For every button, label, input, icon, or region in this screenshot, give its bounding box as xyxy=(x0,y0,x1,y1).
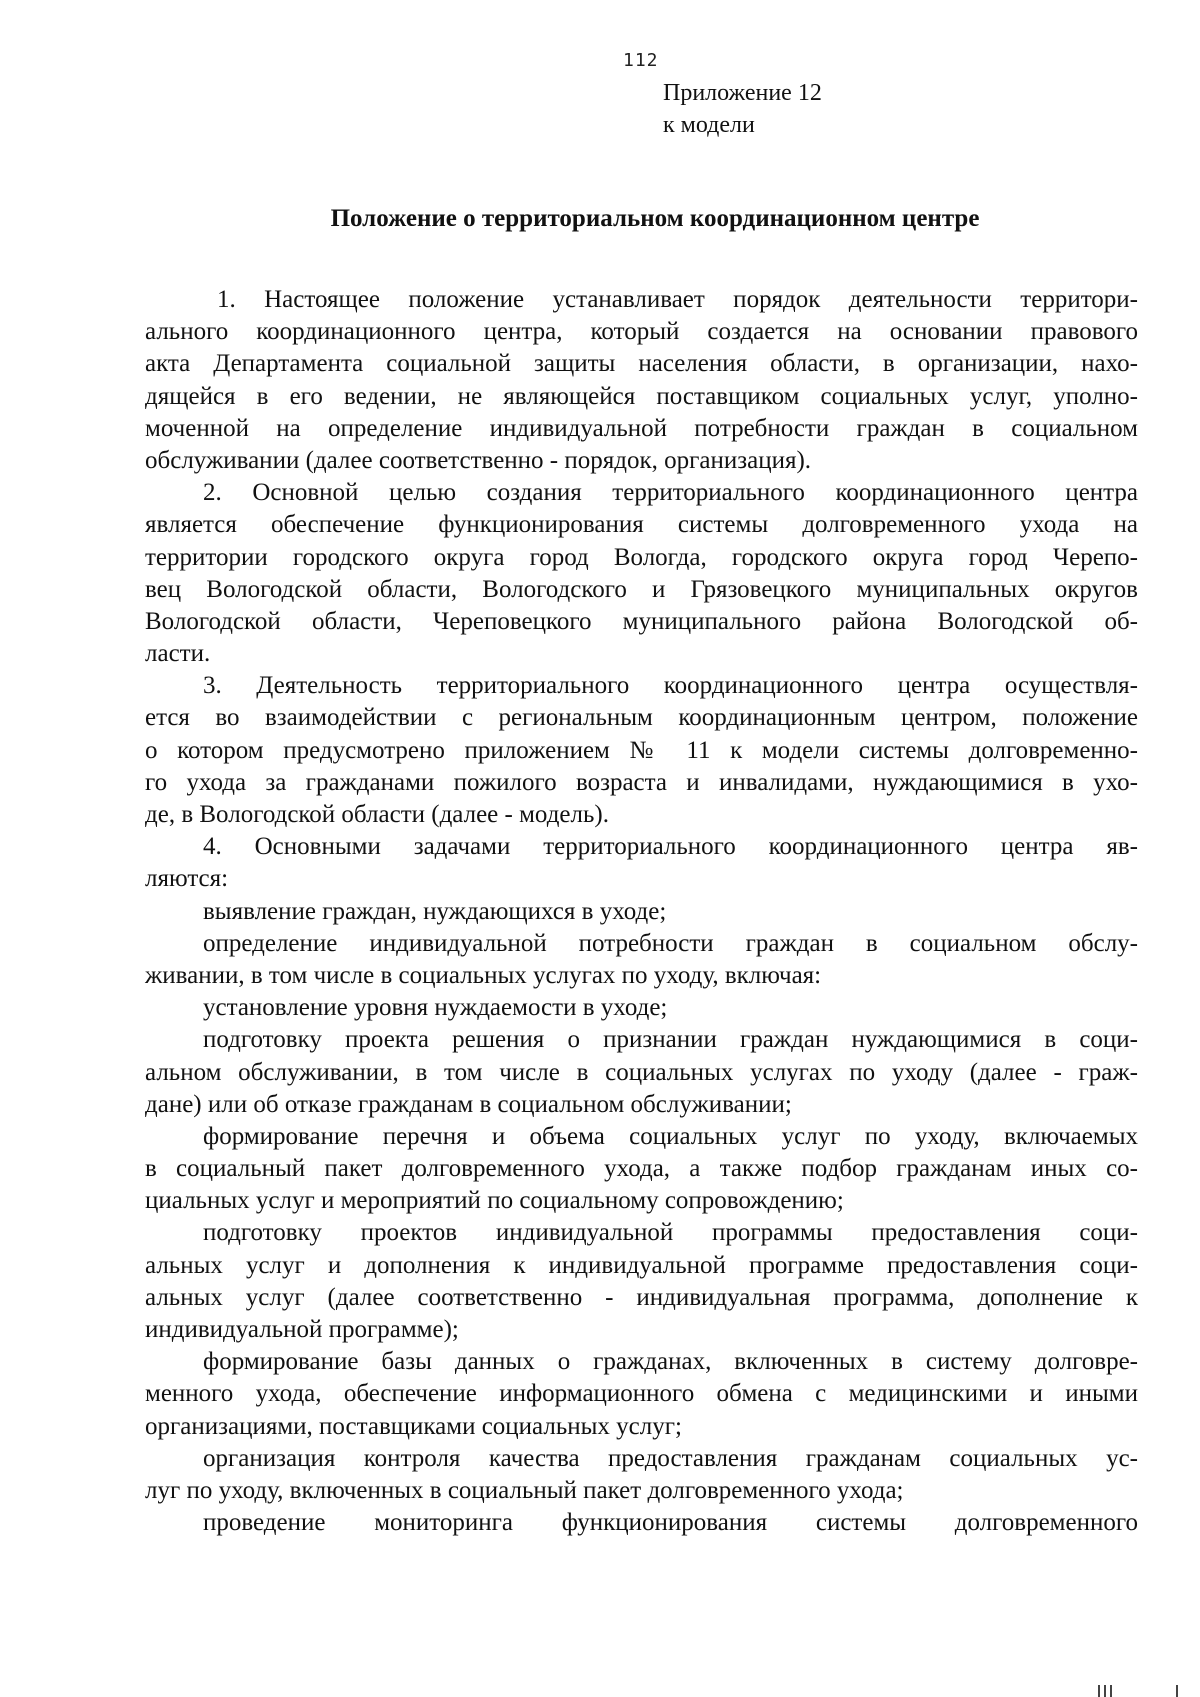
paragraph xyxy=(145,1024,1138,1121)
text-line: проведение мониторинга функционирования системы долговременного xyxy=(203,1509,1138,1537)
text-line: подготовку проекта решения о признании граждан нуждающимися в соци- xyxy=(203,1026,1138,1054)
appendix-line-2: к модели xyxy=(663,112,755,138)
text-line: моченной на определение индивидуальной потребности граждан в социальном xyxy=(145,414,1138,442)
text-line: Вологодской области, Череповецкого муниципального района Вологодской об- xyxy=(145,607,1138,635)
text-line: формирование перечня и объема социальных услуг по уходу, включаемых xyxy=(203,1122,1138,1150)
text-line: дане) или об отказе гражданам в социальном обслуживании; xyxy=(145,1090,792,1118)
text-line: о котором предусмотрено приложением № 11 к модели системы долговременно- xyxy=(145,736,1138,764)
document-body xyxy=(145,284,1138,1539)
paragraph xyxy=(145,1217,1138,1346)
paragraph xyxy=(145,928,1138,992)
text-line: в социальный пакет долговременного ухода, а также подбор гражданам иных со- xyxy=(145,1155,1138,1183)
text-line: менного ухода, обеспечение информационного обмена с медицинскими и иными xyxy=(145,1380,1138,1408)
text-line: вец Вологодской области, Вологодского и Грязовецкого муниципальных округов xyxy=(145,575,1138,603)
scan-edge-mark xyxy=(1110,1685,1112,1697)
text-line: организациями, поставщиками социальных услуг; xyxy=(145,1412,682,1440)
text-line: альных услуг и дополнения к индивидуальной программе предоставления соци- xyxy=(145,1251,1138,1279)
scan-edge-mark xyxy=(1098,1685,1100,1697)
text-line: установление уровня нуждаемости в уходе; xyxy=(203,994,668,1022)
text-line: ляются: xyxy=(145,865,229,893)
paragraph xyxy=(145,1507,1138,1539)
paragraph xyxy=(145,1443,1138,1507)
text-line: го ухода за гражданами пожилого возраста и инвалидами, нуждающимися в ухо- xyxy=(145,768,1138,796)
text-line: обслуживании (далее соответственно - порядок, организация). xyxy=(145,446,812,474)
text-line: подготовку проектов индивидуальной программы предоставления соци- xyxy=(203,1219,1138,1247)
text-line: индивидуальной программе); xyxy=(145,1316,459,1343)
paragraph xyxy=(145,284,1138,477)
text-line: живании, в том числе в социальных услугах по уходу, включая: xyxy=(145,961,822,989)
paragraph xyxy=(145,1121,1138,1218)
text-line: территории городского округа город Вологда, городского округа город Черепо- xyxy=(145,543,1138,571)
text-line: 1. Настоящее положение устанавливает порядок деятельности территори- xyxy=(217,286,1138,313)
text-line: является обеспечение функционирования системы долговременного ухода на xyxy=(145,511,1138,539)
text-line: ется во взаимодействии с региональным координационным центром, положение xyxy=(145,704,1138,732)
text-line: альном обслуживании, в том числе в социальных услугах по уходу (далее - граж- xyxy=(145,1058,1138,1086)
text-line: выявление граждан, нуждающихся в уходе; xyxy=(203,897,667,925)
appendix-reference xyxy=(663,77,822,141)
text-line: ального координационного центра, который создается на основании правового xyxy=(145,318,1138,346)
text-line: определение индивидуальной потребности граждан в социальном обслу- xyxy=(203,929,1138,957)
text-line: циальных услуг и мероприятий по социальному сопровождению; xyxy=(145,1187,844,1215)
paragraph xyxy=(145,1346,1138,1443)
document-title: Положение о территориальном координационном центре xyxy=(330,205,980,232)
paragraph xyxy=(145,896,1138,928)
paragraph xyxy=(145,831,1138,895)
appendix-line-1: Приложение 12 xyxy=(663,80,822,106)
text-line: луг по уходу, включенных в социальный пакет долговременного ухода; xyxy=(145,1476,904,1504)
text-line: акта Департамента социальной защиты населения области, в организации, нахо- xyxy=(145,350,1138,378)
paragraph xyxy=(145,670,1138,831)
paragraph xyxy=(145,477,1138,670)
paragraph xyxy=(145,992,1138,1024)
text-line: дящейся в его ведении, не являющейся поставщиком социальных услуг, уполно- xyxy=(145,382,1138,410)
text-line: 4. Основными задачами территориального координационного центра яв- xyxy=(203,833,1138,861)
text-line: альных услуг (далее соответственно - индивидуальная программа, дополнение к xyxy=(145,1283,1138,1311)
text-line: формирование базы данных о гражданах, включенных в систему долговре- xyxy=(203,1348,1138,1376)
text-line: де, в Вологодской области (далее - модель). xyxy=(145,801,609,828)
scan-edge-mark xyxy=(1104,1685,1106,1697)
page-number: 112 xyxy=(623,50,659,71)
scan-edge-mark xyxy=(1176,1685,1178,1697)
text-line: 3. Деятельность территориального координационного центра осуществля- xyxy=(203,672,1138,700)
text-line: организация контроля качества предоставления гражданам социальных ус- xyxy=(203,1444,1138,1472)
text-line: ласти. xyxy=(145,640,211,668)
text-line: 2. Основной целью создания территориального координационного центра xyxy=(203,479,1138,507)
